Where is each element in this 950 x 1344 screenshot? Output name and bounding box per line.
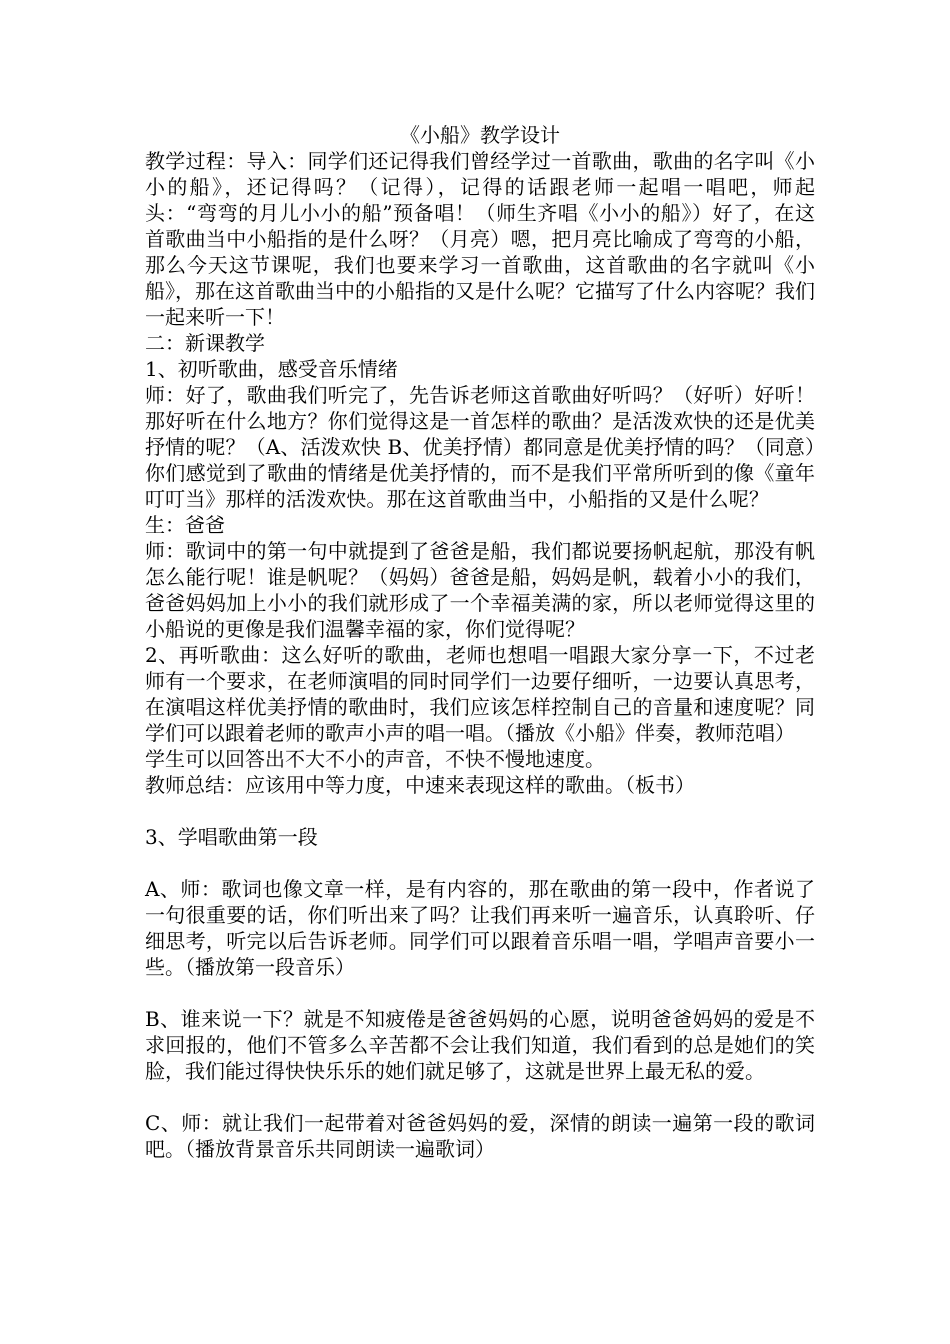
step2-paragraph: 2、再听歌曲：这么好听的歌曲，老师也想唱一唱跟大家分享一下，不过老师有一个要求，在老师演唱的同时同学们一边要仔细听，一边要认真思考，在演唱这样优美抒情的歌曲时，我们应该怎样控制自己的音量和速度呢？同学们可以跟着老师的歌声小声的唱一唱。（播放《小船》伴奏，教师范唱） [145, 643, 815, 745]
step1-teacher-text: 师：好了，歌曲我们听完了，先告诉老师这首歌曲好听吗？（好听）好听！那好听在什么地方？你们觉得这是一首怎样的歌曲？是活泼欢快的还是优美抒情的呢？（A、活泼欢快 B、优美抒情）都同意是优美抒情的吗？（同意）你们感觉到了歌曲的情绪是优美抒情的，而不是我们平常所听到的像《童年叮叮当》那样的活泼欢快。那在这首歌曲当中，小船指的又是什么呢？ [145, 383, 815, 511]
document-title: 《小船》教学设计 [400, 123, 560, 147]
section-heading-new-lesson: 二：新课教学 [145, 331, 265, 355]
step3-heading: 3、学唱歌曲第一段 [145, 825, 318, 849]
blank-line [145, 1084, 815, 1110]
step2-summary-paragraph: 教师总结：应该用中等力度，中速来表现这样的歌曲。（板书） [145, 773, 695, 797]
document-page [145, 122, 815, 1162]
step2-student-paragraph: 学生可以回答出不大不小的声音，不快不慢地速度。 [145, 747, 605, 771]
step1-teacher-paragraph [145, 382, 815, 538]
step3-a-paragraph: A、师：歌词也像文章一样，是有内容的，那在歌曲的第一段中，作者说了一句很重要的话，你们听出来了吗？让我们再来听一遍音乐，认真聆听、仔细思考，听完以后告诉老师。同学们可以跟着音乐唱一唱，学唱声音要小一些。（播放第一段音乐） [145, 877, 815, 979]
step1-heading: 1、初听歌曲，感受音乐情绪 [145, 357, 398, 381]
step3-b-paragraph: B、谁来说一下？就是不知疲倦是爸爸妈妈的心愿，说明爸爸妈妈的爱是不求回报的，他们不管多么辛苦都不会让我们知道，我们看到的总是她们的笑脸，我们能过得快快乐乐的她们就足够了，这就是世界上最无私的爱。 [145, 1007, 815, 1083]
blank-line [145, 850, 815, 876]
step1-student-answer: 生：爸爸 [145, 513, 225, 537]
step1-teacher-paragraph-2: 师：歌词中的第一句中就提到了爸爸是船，我们都说要扬帆起航，那没有帆怎么能行呢！谁是帆呢？（妈妈）爸爸是船，妈妈是帆，载着小小的我们，爸爸妈妈加上小小的我们就形成了一个幸福美满的家，所以老师觉得这里的小船说的更像是我们温馨幸福的家，你们觉得呢？ [145, 539, 815, 641]
intro-paragraph: 教学过程：导入：同学们还记得我们曾经学过一首歌曲，歌曲的名字叫《小小的船》，还记得吗？（记得），记得的话跟老师一起唱一唱吧，师起头：“弯弯的月儿小小的船”预备唱！（师生齐唱《小小的船》）好了，在这首歌曲当中小船指的是什么呀？（月亮）嗯，把月亮比喻成了弯弯的小船，那么今天这节课呢，我们也要来学习一首歌曲，这首歌曲的名字就叫《小船》，那在这首歌曲当中的小船指的又是什么呢？它描写了什么内容呢？我们一起来听一下！ [145, 149, 815, 329]
blank-line [145, 980, 815, 1006]
step3-c-paragraph: C、师：就让我们一起带着对爸爸妈妈的爱，深情的朗读一遍第一段的歌词吧。（播放背景音乐共同朗读一遍歌词） [145, 1111, 815, 1161]
blank-line [145, 798, 815, 824]
